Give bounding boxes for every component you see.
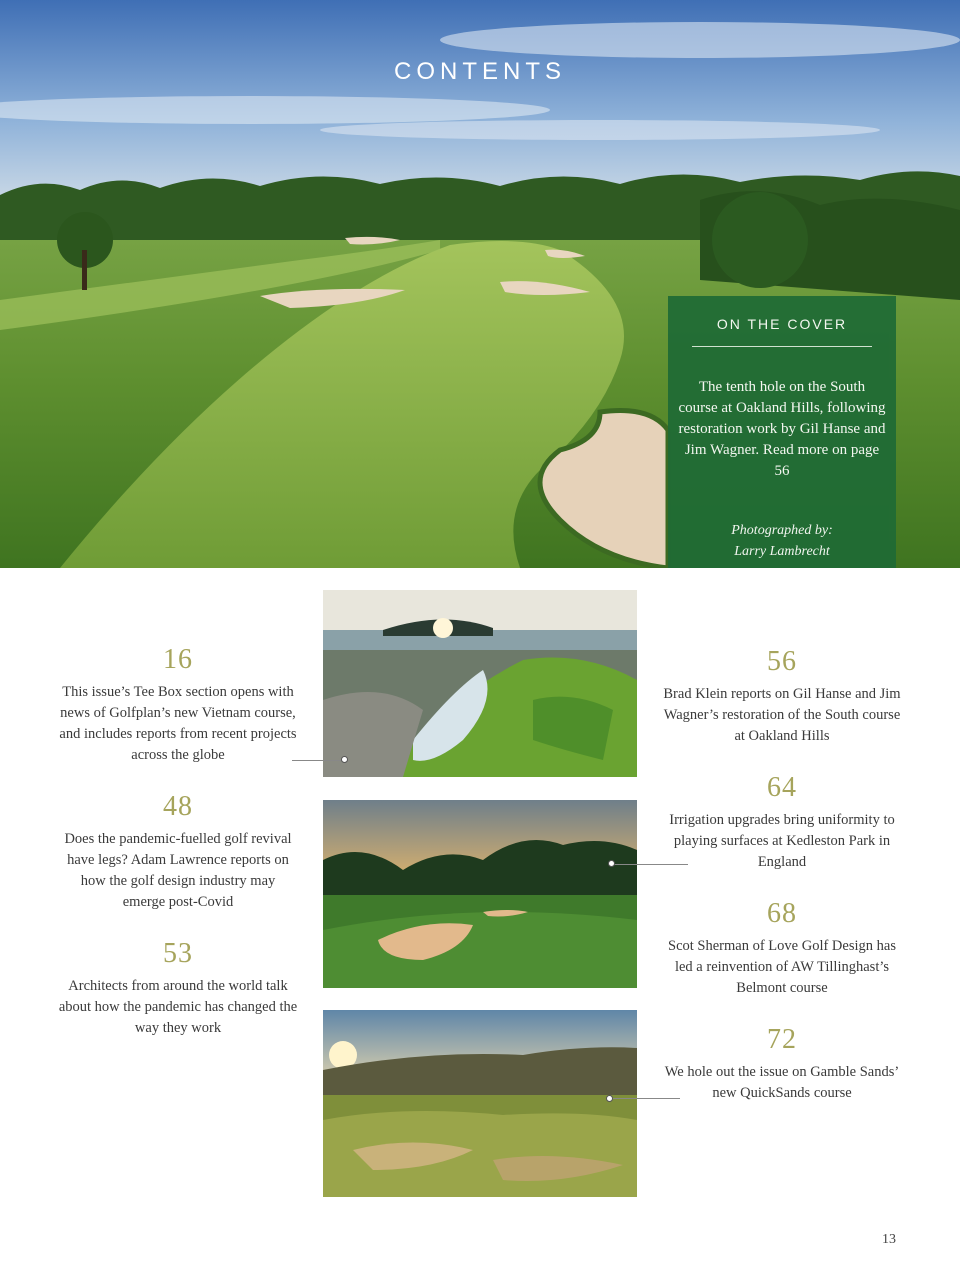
page-title: CONTENTS [394,58,566,85]
credit-label: Photographed by: [731,523,833,538]
toc-page-number: 48 [163,791,193,822]
toc-entry-53[interactable] [58,938,298,1039]
toc-description: Does the pandemic-fuelled golf revival have legs? Adam Lawrence reports on how the golf design industry may emerge post-Covid [64,831,292,910]
photo-kedleston-park [323,800,637,988]
cover-caption: The tenth hole on the South course at Oakland Hills, following restoration work by Gil Hanse and Jim Wagner. Read more on page 56 [678,379,886,479]
cover-divider [692,346,872,347]
photo-vietnam-course [323,590,637,777]
connector-dot [608,860,615,867]
toc-description: Architects from around the world talk about how the pandemic has changed the way they work [58,978,298,1036]
connector-line [292,760,344,761]
page-number: 13 [882,1232,896,1247]
toc-entry-48[interactable] [58,791,298,913]
toc-description: We hole out the issue on Gamble Sands’ new QuickSands course [664,1064,900,1101]
toc-page-number: 53 [163,938,193,969]
toc-page-number: 64 [767,772,797,803]
toc-description: Scot Sherman of Love Golf Design has led a reinvention of AW Tillinghast’s Belmont course [668,938,896,996]
toc-page-number: 56 [767,646,797,677]
toc-page-number: 16 [163,644,193,675]
toc-description: Irrigation upgrades bring uniformity to playing surfaces at Kedleston Park in England [669,812,895,870]
connector-dot [606,1095,613,1102]
toc-description: Brad Klein reports on Gil Hanse and Jim Wagner’s restoration of the South course at Oakland Hills [663,686,901,744]
toc-entry-16[interactable] [58,644,298,766]
toc-entry-56[interactable] [662,646,902,747]
credit-name: Larry Lambrecht [734,544,830,559]
cover-photo-credit [678,520,886,562]
on-the-cover-box [668,296,896,568]
toc-page-number: 72 [767,1024,797,1055]
toc-page-number: 68 [767,898,797,929]
toc-description: This issue’s Tee Box section opens with news of Golfplan’s new Vietnam course, and includes reports from recent projects across the globe [59,684,297,763]
cover-heading: ON THE COVER [716,316,848,332]
hero-cover-photo [0,0,960,568]
toc-entry-72[interactable] [662,1024,902,1104]
connector-dot [341,756,348,763]
toc-entry-64[interactable] [662,772,902,873]
toc-entry-68[interactable] [662,898,902,999]
photo-gamble-sands [323,1010,637,1197]
